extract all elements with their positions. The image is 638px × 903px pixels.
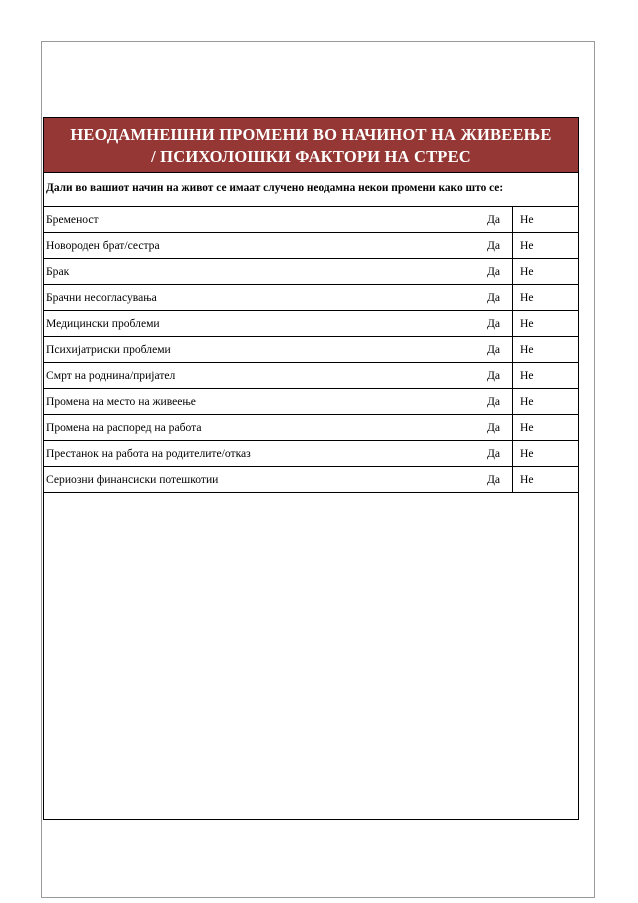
changes-list: [44, 207, 578, 493]
no-option[interactable]: Не: [512, 259, 578, 284]
no-option[interactable]: Не: [512, 467, 578, 492]
change-row-financial-difficulties: [44, 467, 578, 493]
yes-option[interactable]: Да: [486, 395, 500, 408]
yes-option[interactable]: Да: [486, 317, 500, 330]
change-row-pregnancy: [44, 207, 578, 233]
no-option[interactable]: Не: [512, 363, 578, 388]
change-row-work-schedule: [44, 415, 578, 441]
yes-option[interactable]: Да: [486, 291, 500, 304]
life-changes-form: [43, 117, 579, 820]
row-label: Брак: [46, 265, 70, 278]
row-label: Смрт на роднина/пријател: [46, 369, 176, 382]
yes-option[interactable]: Да: [486, 369, 500, 382]
row-label: Брачни несогласувања: [46, 291, 157, 304]
no-option[interactable]: Не: [512, 337, 578, 362]
row-label: Престанок на работа на родителите/отказ: [46, 447, 251, 460]
yes-option[interactable]: Да: [486, 213, 500, 226]
row-label: Сериозни финансиски потешкотии: [46, 473, 219, 486]
yes-option[interactable]: Да: [486, 265, 500, 278]
change-row-parents-job-loss: [44, 441, 578, 467]
form-title-line-1: НЕОДАМНЕШНИ ПРОМЕНИ ВО НАЧИНОТ НА ЖИВЕЕЊЕ: [70, 125, 552, 144]
no-option[interactable]: Не: [512, 415, 578, 440]
change-row-marriage: [44, 259, 578, 285]
row-label: Психијатриски проблеми: [46, 343, 171, 356]
row-label: Промена на место на живеење: [46, 395, 196, 408]
change-row-death: [44, 363, 578, 389]
yes-option[interactable]: Да: [486, 473, 500, 486]
yes-option[interactable]: Да: [486, 343, 500, 356]
row-label: Промена на распоред на работа: [46, 421, 202, 434]
change-row-marital-conflict: [44, 285, 578, 311]
form-question: Дали во вашиот начин на живот се имаат случено неодамна некои промени како што се:: [44, 173, 578, 207]
yes-option[interactable]: Да: [486, 239, 500, 252]
yes-option[interactable]: Да: [486, 421, 500, 434]
row-label: Бременост: [46, 213, 99, 226]
form-title-line-2: / ПСИХОЛОШКИ ФАКТОРИ НА СТРЕС: [151, 147, 471, 166]
change-row-psychiatric-problems: [44, 337, 578, 363]
no-option[interactable]: Не: [512, 233, 578, 258]
row-label: Медицински проблеми: [46, 317, 160, 330]
row-label: Новороден брат/сестра: [46, 239, 160, 252]
change-row-relocation: [44, 389, 578, 415]
no-option[interactable]: Не: [512, 389, 578, 414]
change-row-medical-problems: [44, 311, 578, 337]
change-row-newborn-sibling: [44, 233, 578, 259]
no-option[interactable]: Не: [512, 207, 578, 232]
no-option[interactable]: Не: [512, 285, 578, 310]
no-option[interactable]: Не: [512, 311, 578, 336]
yes-option[interactable]: Да: [486, 447, 500, 460]
no-option[interactable]: Не: [512, 441, 578, 466]
form-header: [44, 118, 578, 173]
